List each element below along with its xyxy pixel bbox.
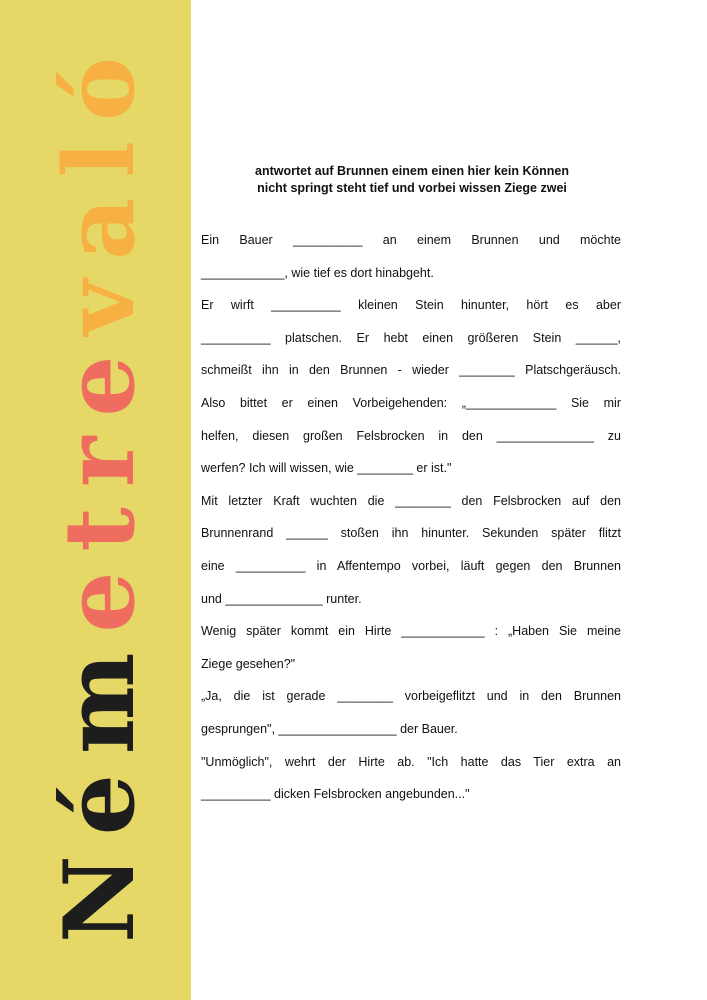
text-line: Ein Bauer __________ an einem Brunnen und möchte [201, 233, 621, 247]
text-line: "Unmöglich", wehrt der Hirte ab. "Ich hatte das Tier extra an [201, 754, 621, 769]
text-line: __________ platschen. Er hebt einen größeren Stein ______, [201, 330, 621, 345]
text-line: helfen, diesen großen Felsbrocken in den ______________ zu [201, 428, 621, 443]
word-bank [200, 163, 624, 197]
title-letter: l [43, 141, 156, 178]
text-line: Wenig später kommt ein Hirte ____________ : „Haben Sie meine [201, 624, 621, 639]
title-letter: a [43, 197, 156, 260]
title-letter: e [43, 355, 156, 417]
text-line: ____________, wie tief es dort hinabgeht. [201, 265, 434, 280]
title-letter: é [43, 774, 156, 836]
title-letter: N [43, 855, 156, 943]
text-line: eine __________ in Affentempo vorbei, läuft gegen den Brunnen [201, 558, 621, 573]
text-line: Er wirft __________ kleinen Stein hinunter, hört es aber [201, 298, 621, 313]
title-letter: m [43, 652, 156, 755]
vertical-title [43, 57, 156, 943]
title-letter: v [43, 279, 156, 336]
text-line: Also bittet er einen Vorbeigehenden: „_____________ Sie mir [201, 395, 621, 410]
text-line: schmeißt ihn in den Brunnen - wieder ________ Platschgeräusch. [201, 363, 621, 378]
title-letter: r [43, 436, 156, 488]
gap-fill-text [201, 225, 621, 812]
text-line: __________ dicken Felsbrocken angebunden..." [201, 787, 470, 802]
title-letter: t [43, 507, 156, 552]
text-line: Brunnenrand ______ stoßen ihn hinunter. Sekunden später flitzt [201, 526, 621, 541]
sidebar-band [0, 0, 191, 1000]
text-line: werfen? Ich will wissen, wie ________ er ist." [201, 461, 452, 476]
text-line: Mit letzter Kraft wuchten die ________ den Felsbrocken auf den [201, 493, 621, 508]
title-letter: e [43, 571, 156, 633]
text-line: und ______________ runter. [201, 591, 362, 606]
title-letter: ó [43, 57, 156, 122]
text-line: gesprungen", _________________ der Bauer. [201, 721, 458, 736]
text-line: „Ja, die ist gerade ________ vorbeigeflitzt und in den Brunnen [201, 689, 621, 704]
word-bank-line-1: antwortet auf Brunnen einem einen hier kein Können [255, 164, 569, 178]
word-bank-line-2: nicht springt steht tief und vorbei wissen Ziege zwei [257, 181, 567, 195]
text-line: Ziege gesehen?" [201, 656, 296, 671]
